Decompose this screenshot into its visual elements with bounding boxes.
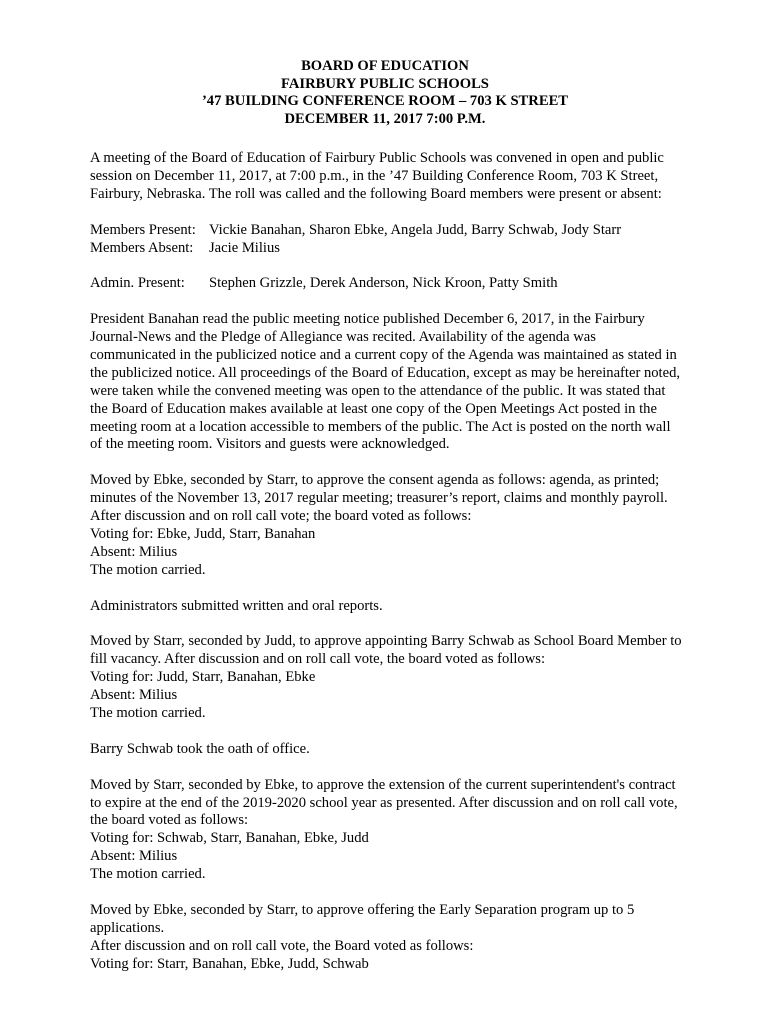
- members-absent-value: Jacie Milius: [209, 239, 280, 256]
- header-board-title: BOARD OF EDUCATION: [301, 58, 469, 74]
- text-line: communicated in the publicized notice and a current copy of the Agenda was maintained as stated in: [90, 346, 677, 363]
- motion-consent-agenda: [90, 472, 720, 579]
- members-present-value: Vickie Banahan, Sharon Ebke, Angela Judd, Barry Schwab, Jody Starr: [209, 221, 622, 238]
- text-line: Moved by Ebke, seconded by Starr, to approve offering the Early Separation program up to 5: [90, 901, 635, 918]
- text-line: applications.: [90, 919, 165, 936]
- absent-line: Absent: Milius: [90, 687, 178, 704]
- members-absent-row: [90, 240, 720, 258]
- vote-line: Voting for: Judd, Starr, Banahan, Ebke: [90, 669, 316, 686]
- vote-line: Voting for: Ebke, Judd, Starr, Banahan: [90, 525, 316, 542]
- vote-line: Voting for: Schwab, Starr, Banahan, Ebke, Judd: [90, 830, 369, 847]
- absent-line: Absent: Milius: [90, 543, 178, 560]
- header-date: DECEMBER 11, 2017 7:00 P.M.: [284, 110, 486, 127]
- notice-paragraph: [90, 311, 720, 454]
- text-line: Journal-News and the Pledge of Allegiance was recited. Availability of the agenda was: [90, 329, 596, 346]
- text-line: Fairbury, Nebraska. The roll was called and the following Board members were present or absent:: [90, 185, 662, 202]
- text-line: Moved by Starr, seconded by Ebke, to approve the extension of the current superintendent's contract: [90, 776, 676, 793]
- members-attendance: [90, 222, 720, 258]
- text-line: After discussion and on roll call vote; the board voted as follows:: [90, 508, 472, 525]
- admin-present-label: Admin. Present:: [90, 275, 185, 292]
- motion-early-separation: [90, 902, 720, 974]
- reports-paragraph: [90, 598, 720, 616]
- text-line: meeting room at a location accessible to members of the public. The Act is posted on the north wall: [90, 418, 671, 435]
- text-line: were taken while the convened meeting was open to the attendance of the public. It was stated that: [90, 382, 666, 399]
- text-line: minutes of the November 13, 2017 regular meeting; treasurer’s report, claims and monthly payroll.: [90, 490, 668, 507]
- header-location: ’47 BUILDING CONFERENCE ROOM – 703 K STREET: [201, 93, 569, 110]
- text-line: the publicized notice. All proceedings of the Board of Education, except as may be hereinafter noted,: [90, 364, 681, 381]
- admin-present-value: Stephen Grizzle, Derek Anderson, Nick Kroon, Patty Smith: [209, 275, 558, 292]
- text-line: session on December 11, 2017, at 7:00 p.m., in the ’47 Building Conference Room, 703 K Street,: [90, 167, 659, 184]
- members-present-row: [90, 222, 720, 240]
- text-line: Barry Schwab took the oath of office.: [90, 740, 310, 757]
- absent-line: Absent: Milius: [90, 848, 178, 865]
- result-line: The motion carried.: [90, 866, 206, 883]
- text-line: Administrators submitted written and oral reports.: [90, 597, 383, 614]
- text-line: President Banahan read the public meeting notice published December 6, 2017, in the Fairbury: [90, 311, 645, 328]
- admin-attendance: [90, 275, 720, 293]
- text-line: After discussion and on roll call vote, the Board voted as follows:: [90, 937, 474, 954]
- motion-superintendent-contract: [90, 777, 720, 884]
- document-header: [0, 58, 770, 128]
- oath-paragraph: [90, 741, 720, 759]
- text-line: to expire at the end of the 2019-2020 school year as presented. After discussion and on roll call vote,: [90, 794, 678, 811]
- text-line: Moved by Ebke, seconded by Starr, to approve the consent agenda as follows: agenda, as printed;: [90, 472, 660, 489]
- members-present-label: Members Present:: [90, 221, 196, 238]
- document-body: [90, 150, 720, 991]
- vote-line: Voting for: Starr, Banahan, Ebke, Judd, Schwab: [90, 955, 369, 972]
- header-school-name: FAIRBURY PUBLIC SCHOOLS: [281, 75, 489, 92]
- result-line: The motion carried.: [90, 561, 206, 578]
- intro-paragraph: [90, 150, 720, 204]
- admin-present-row: [90, 275, 720, 293]
- text-line: Moved by Starr, seconded by Judd, to approve appointing Barry Schwab as School Board Member to: [90, 633, 682, 650]
- text-line: the Board of Education makes available at least one copy of the Open Meetings Act posted in the: [90, 400, 657, 417]
- result-line: The motion carried.: [90, 705, 206, 721]
- text-line: fill vacancy. After discussion and on roll call vote, the board voted as follows:: [90, 651, 545, 668]
- text-line: A meeting of the Board of Education of Fairbury Public Schools was convened in open and public: [90, 150, 664, 166]
- text-line: the board voted as follows:: [90, 812, 249, 829]
- members-absent-label: Members Absent:: [90, 239, 194, 256]
- motion-appoint-member: [90, 633, 720, 723]
- text-line: of the meeting room. Visitors and guests were acknowledged.: [90, 436, 450, 453]
